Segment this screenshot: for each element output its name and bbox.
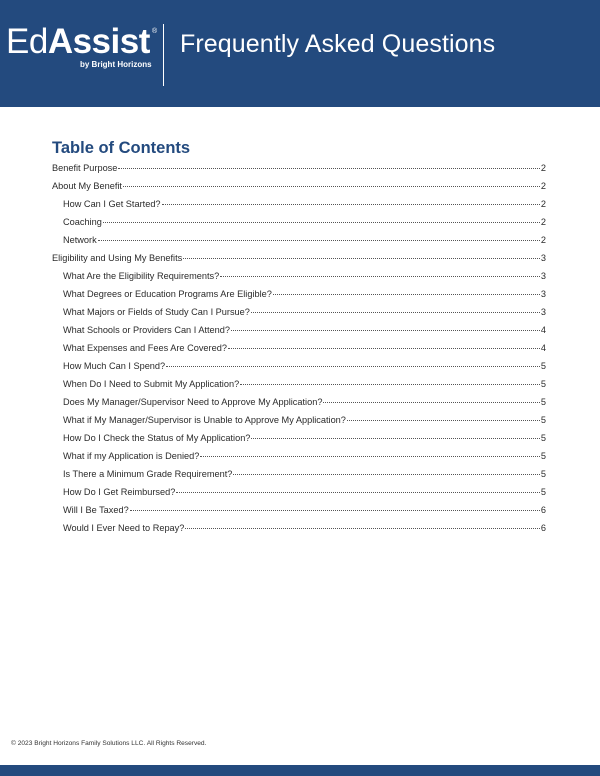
toc-entry-label: About My Benefit: [52, 181, 122, 191]
toc-entry-label: How Can I Get Started?: [63, 199, 161, 209]
toc-entry[interactable]: [52, 519, 546, 537]
toc-entry[interactable]: [52, 393, 546, 411]
toc-leader-dots: [98, 240, 540, 241]
toc-leader-dots: [130, 510, 540, 511]
toc-leader-dots: [176, 492, 540, 493]
toc-entry-page: 5: [540, 433, 546, 443]
toc-entry-page: 2: [540, 217, 546, 227]
toc-leader-dots: [240, 384, 540, 385]
toc-entry[interactable]: [52, 375, 546, 393]
toc-entry-label: What Are the Eligibility Requirements?: [63, 271, 220, 281]
toc-entry[interactable]: [52, 231, 546, 249]
toc-entry-page: 3: [540, 289, 546, 299]
toc-entry-label: Will I Be Taxed?: [63, 505, 129, 515]
toc-entry-label: Eligibility and Using My Benefits: [52, 253, 183, 263]
toc-entry[interactable]: [52, 285, 546, 303]
toc-entry[interactable]: [52, 483, 546, 501]
copyright-notice: © 2023 Bright Horizons Family Solutions LLC. All Rights Reserved.: [11, 740, 207, 747]
toc-entry-label: What Schools or Providers Can I Attend?: [63, 325, 230, 335]
toc-entry[interactable]: [52, 177, 546, 195]
toc-heading: Table of Contents: [52, 139, 191, 157]
toc-entry-label: Is There a Minimum Grade Requirement?: [63, 469, 233, 479]
toc-entry-page: 2: [540, 199, 546, 209]
toc-entry[interactable]: [52, 213, 546, 231]
header-divider: [163, 24, 164, 86]
edassist-logo: [6, 22, 156, 72]
toc-entry-label: Would I Ever Need to Repay?: [63, 523, 185, 533]
toc-entry[interactable]: [52, 339, 546, 357]
toc-entry-page: 3: [540, 307, 546, 317]
table-of-contents: [52, 159, 546, 537]
toc-entry-page: 2: [540, 181, 546, 191]
toc-leader-dots: [103, 222, 540, 223]
toc-entry-page: 2: [540, 163, 546, 173]
toc-entry[interactable]: [52, 429, 546, 447]
logo-trademark: ®: [152, 28, 158, 35]
toc-leader-dots: [118, 168, 539, 169]
toc-entry-label: What if my Application is Denied?: [63, 451, 200, 461]
toc-leader-dots: [233, 474, 540, 475]
toc-leader-dots: [251, 438, 539, 439]
toc-entry-page: 4: [540, 343, 546, 353]
toc-entry[interactable]: [52, 321, 546, 339]
toc-leader-dots: [220, 276, 540, 277]
toc-entry-label: Benefit Purpose: [52, 163, 118, 173]
toc-entry-label: Coaching: [63, 217, 102, 227]
toc-entry-label: How Do I Check the Status of My Application?: [63, 433, 251, 443]
toc-entry[interactable]: [52, 411, 546, 429]
toc-entry-page: 2: [540, 235, 546, 245]
toc-leader-dots: [228, 348, 540, 349]
toc-entry-page: 6: [540, 505, 546, 515]
toc-leader-dots: [323, 402, 539, 403]
toc-entry[interactable]: [52, 159, 546, 177]
toc-entry[interactable]: [52, 249, 546, 267]
toc-leader-dots: [123, 186, 540, 187]
toc-entry-label: When Do I Need to Submit My Application?: [63, 379, 240, 389]
toc-leader-dots: [162, 204, 540, 205]
toc-entry[interactable]: [52, 195, 546, 213]
toc-entry-label: How Much Can I Spend?: [63, 361, 166, 371]
toc-entry-page: 3: [540, 271, 546, 281]
toc-leader-dots: [273, 294, 540, 295]
toc-entry-page: 5: [540, 469, 546, 479]
toc-entry-label: Does My Manager/Supervisor Need to Approve My Application?: [63, 397, 323, 407]
toc-entry-page: 5: [540, 451, 546, 461]
toc-leader-dots: [347, 420, 540, 421]
toc-entry-label: Network: [63, 235, 97, 245]
toc-entry[interactable]: [52, 267, 546, 285]
toc-entry-page: 5: [540, 397, 546, 407]
logo-text-bold: Assist: [47, 22, 150, 61]
toc-entry-page: 6: [540, 523, 546, 533]
toc-entry[interactable]: [52, 303, 546, 321]
toc-entry-label: What Degrees or Education Programs Are Eligible?: [63, 289, 272, 299]
page-title: Frequently Asked Questions: [180, 30, 496, 58]
toc-entry[interactable]: [52, 501, 546, 519]
toc-leader-dots: [231, 330, 540, 331]
logo-text-light: Ed: [6, 22, 48, 61]
toc-entry-page: 5: [540, 361, 546, 371]
toc-leader-dots: [200, 456, 540, 457]
toc-entry-label: What if My Manager/Supervisor is Unable to Approve My Application?: [63, 415, 346, 425]
toc-entry[interactable]: [52, 357, 546, 375]
logo-subtitle: by Bright Horizons: [80, 60, 152, 69]
toc-leader-dots: [166, 366, 540, 367]
toc-entry-page: 5: [540, 487, 546, 497]
toc-entry-label: How Do I Get Reimbursed?: [63, 487, 176, 497]
toc-entry[interactable]: [52, 465, 546, 483]
toc-entry-page: 4: [540, 325, 546, 335]
toc-entry[interactable]: [52, 447, 546, 465]
toc-entry-page: 5: [540, 415, 546, 425]
page-header: [0, 0, 600, 107]
toc-leader-dots: [185, 528, 539, 529]
footer-bar: [0, 765, 600, 776]
toc-leader-dots: [251, 312, 540, 313]
toc-entry-label: What Expenses and Fees Are Covered?: [63, 343, 227, 353]
toc-entry-page: 5: [540, 379, 546, 389]
toc-leader-dots: [183, 258, 540, 259]
toc-entry-label: What Majors or Fields of Study Can I Pursue?: [63, 307, 250, 317]
toc-entry-page: 3: [540, 253, 546, 263]
